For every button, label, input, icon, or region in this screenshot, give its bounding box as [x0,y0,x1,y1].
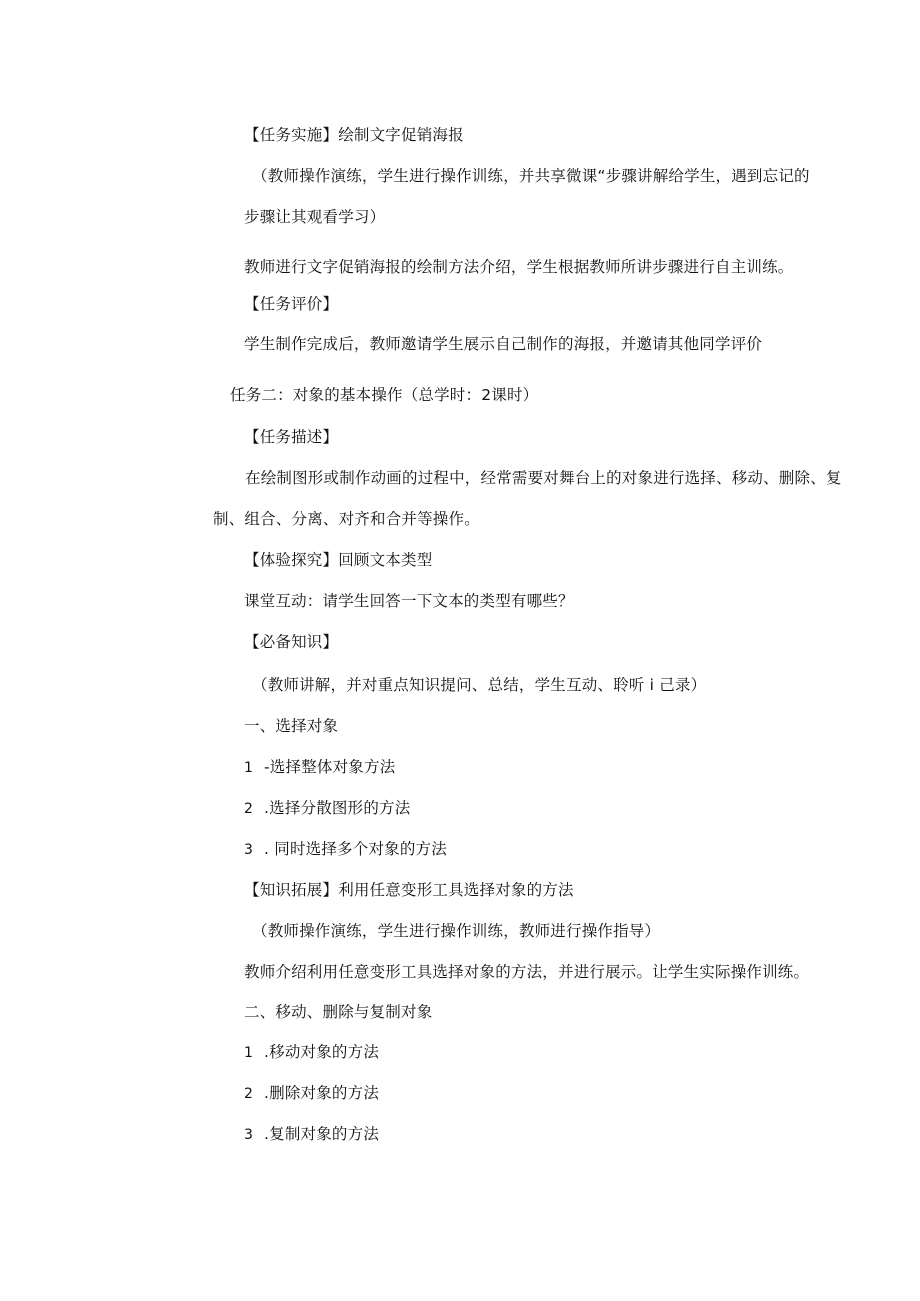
section-title-task-two: 任务二：对象的基本操作（总学时：2课时） [230,386,539,404]
heading-task-evaluation: 【任务评价】 [244,295,339,313]
list-item-text: -选择整体对象方法 [264,758,396,776]
list-item [244,839,447,860]
paragraph-line: （教师讲解，并对重点知识提问、总结，学生互动、聆听 i 己录） [252,676,707,694]
paragraph-line: 制、组合、分离、对齐和合并等操作。 [213,510,480,528]
list-item-text: .复制对象的方法 [264,1125,380,1143]
list-item-number: 1 [244,760,254,776]
subsection-select-objects: 一、选择对象 [244,717,339,735]
paragraph-line: 学生制作完成后，教师邀请学生展示自己制作的海报，并邀请其他同学评价 [244,335,763,353]
subsection-move-delete-copy: 二、移动、删除与复制对象 [244,1003,433,1021]
paragraph-line: 课堂互动：请学生回答一下文本的类型有哪些？ [244,592,574,610]
paragraph-line: 步骤让其观看学习） [244,208,386,226]
paragraph-line: 教师介绍利用任意变形工具选择对象的方法，并进行展示。让学生实际操作训练。 [244,963,810,981]
heading-task-implementation: 【任务实施】绘制文字促销海报 [244,126,464,144]
heading-experience-explore: 【体验探究】回顾文本类型 [244,551,433,569]
heading-knowledge-extension: 【知识拓展】利用任意变形工具选择对象的方法 [244,881,574,899]
list-item-number: 3 [244,842,254,858]
paragraph-line: （教师操作演练，学生进行操作训练，教师进行操作指导） [252,922,661,940]
list-item-text: .选择分散图形的方法 [264,799,411,817]
list-item-text: .移动对象的方法 [264,1043,380,1061]
heading-task-description: 【任务描述】 [244,428,339,446]
list-item-text: . 同时选择多个对象的方法 [264,840,447,858]
list-item-number: 2 [244,1086,254,1102]
list-item-number: 2 [244,801,254,817]
list-item-number: 3 [244,1127,254,1143]
list-item-text: .删除对象的方法 [264,1084,380,1102]
list-item [244,1042,379,1063]
list-item [244,798,410,819]
paragraph-line: 教师进行文字促销海报的绘制方法介绍，学生根据教师所讲步骤进行自主训练。 [244,258,794,276]
paragraph-line: 在绘制图形或制作动画的过程中，经常需要对舞台上的对象进行选择、移动、删除、复 [245,469,842,487]
list-item-number: 1 [244,1045,254,1061]
list-item [244,1124,379,1145]
list-item [244,1083,379,1104]
heading-required-knowledge: 【必备知识】 [244,633,339,651]
paragraph-line: （教师操作演练，学生进行操作训练，并共享微课“步骤讲解给学生，遇到忘记的 [252,167,810,185]
list-item [244,757,395,778]
